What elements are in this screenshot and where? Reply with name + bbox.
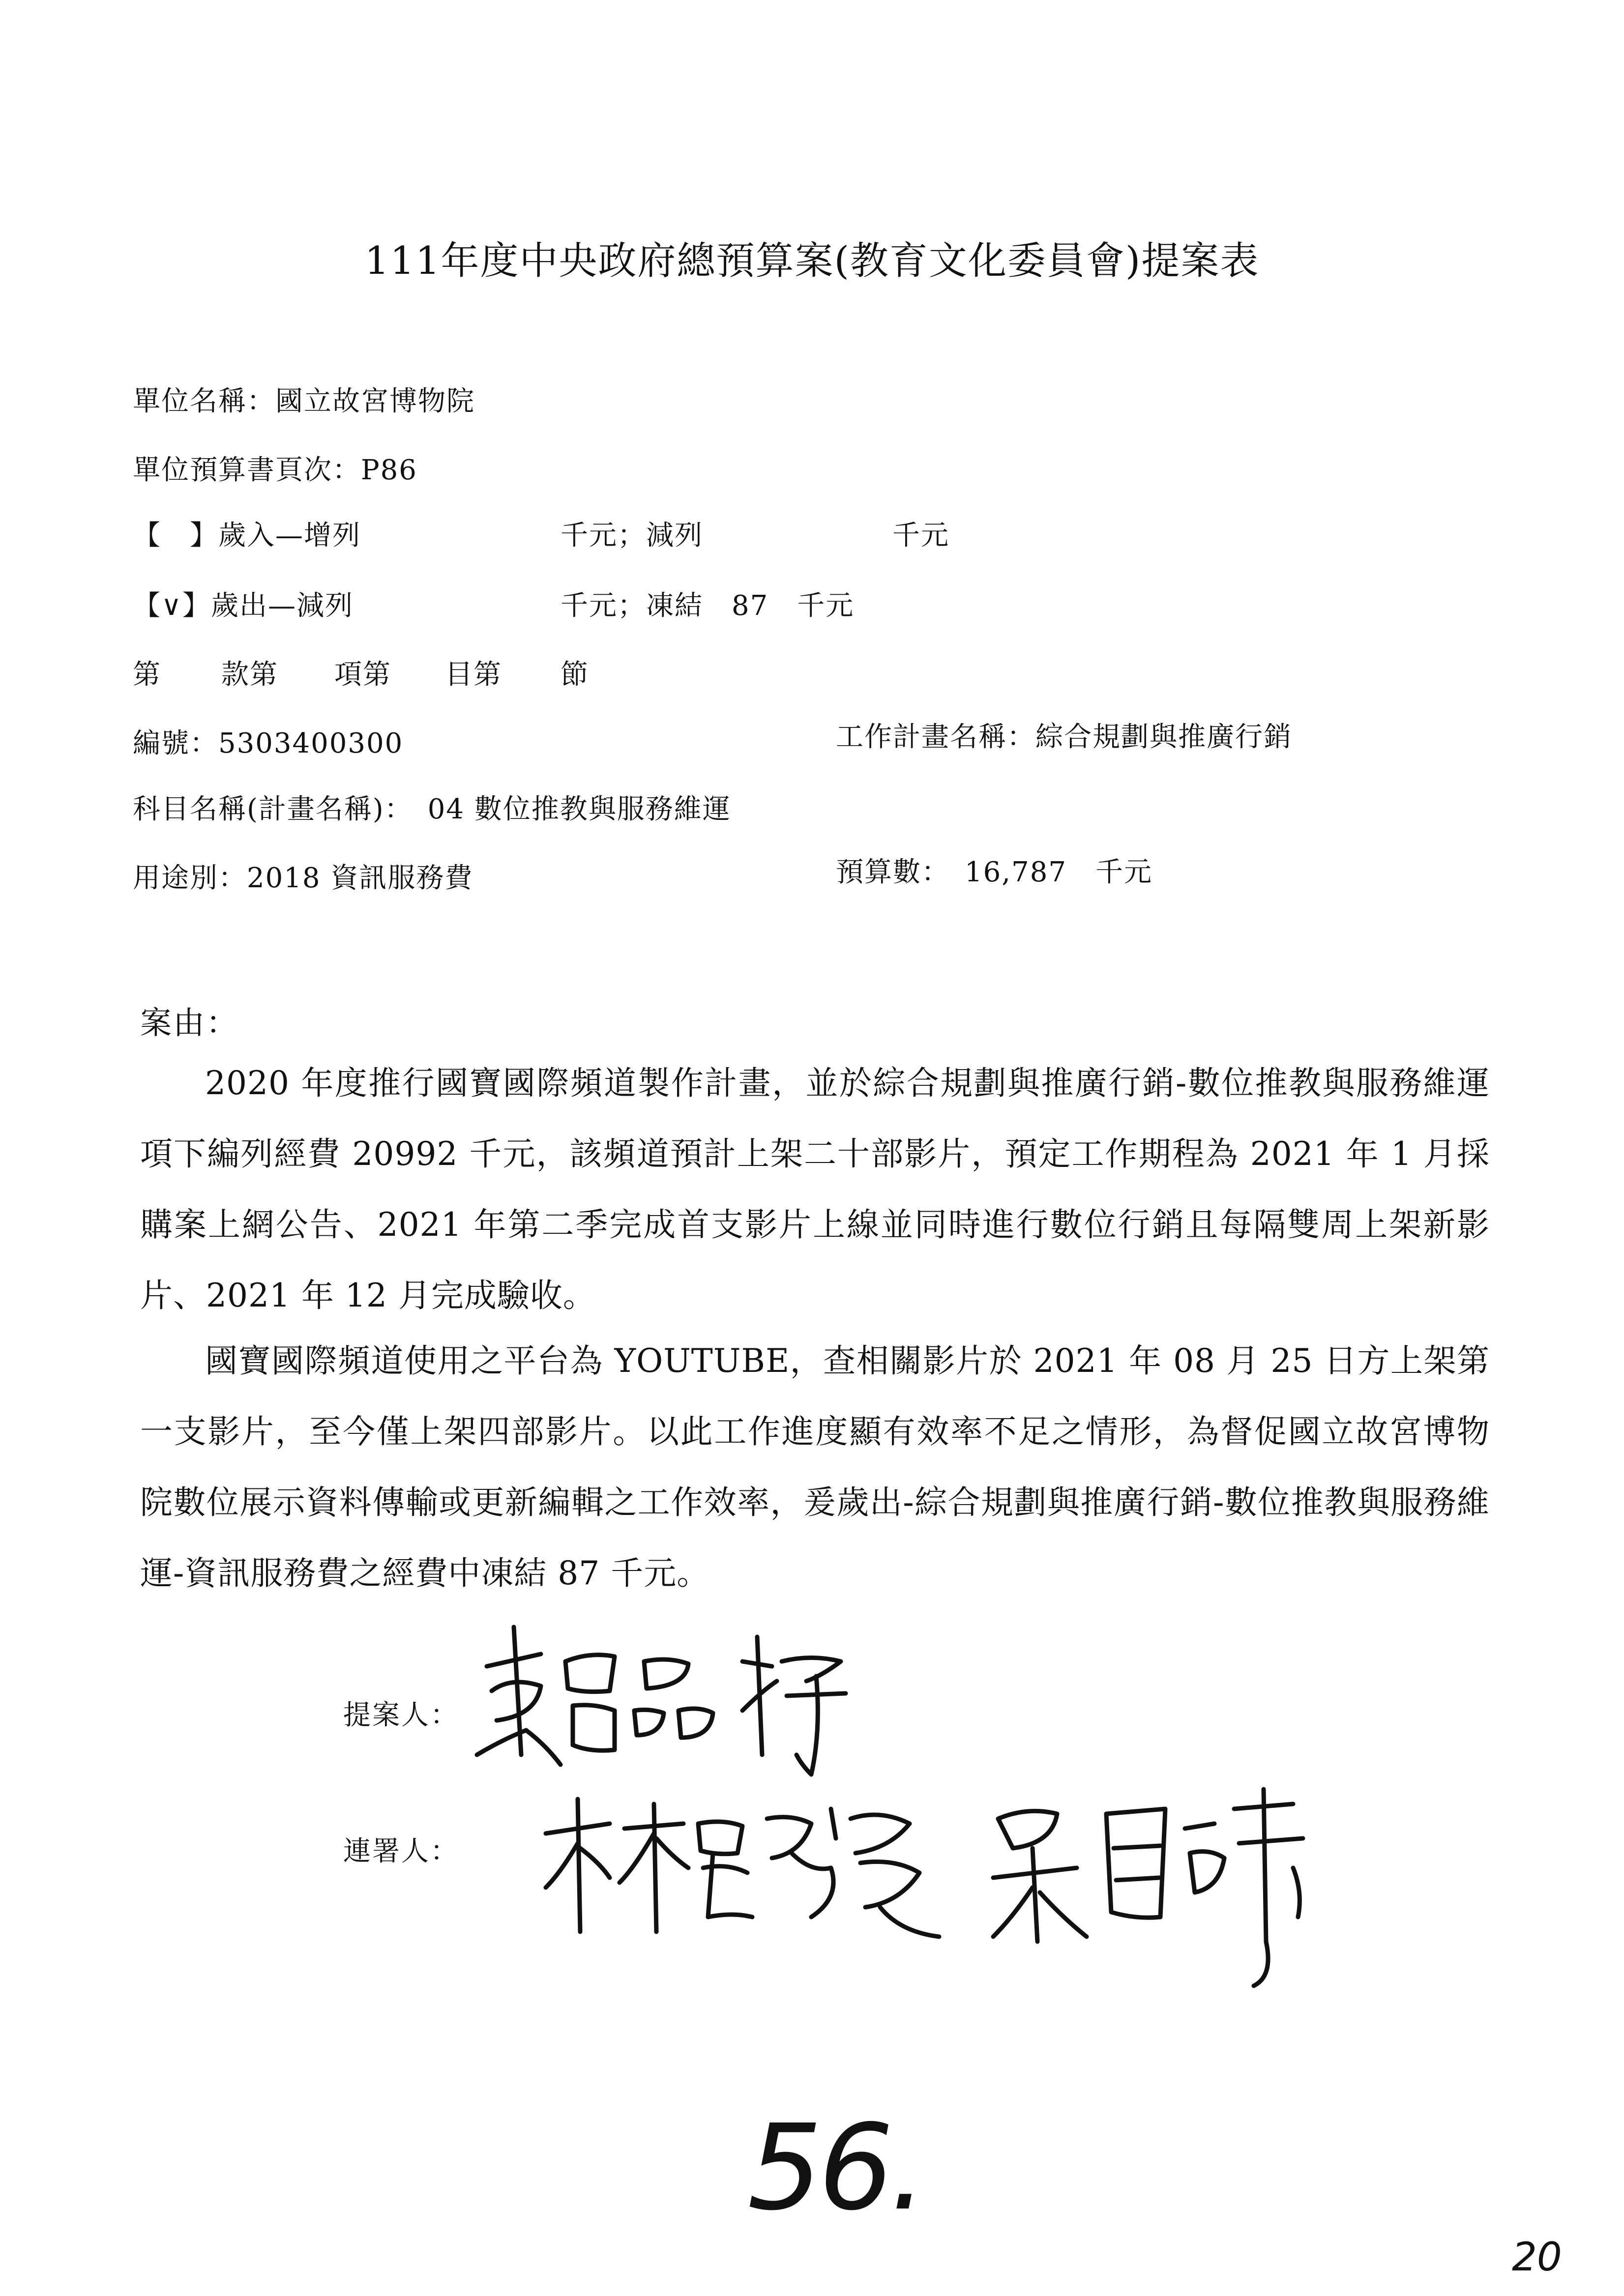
- cosigner-signature-2-handwriting: [978, 1779, 1323, 1996]
- proposer-signature-handwriting: [467, 1607, 870, 1784]
- section-di: 第: [133, 659, 161, 691]
- case-paragraph-2: 國寶國際頻道使用之平台為 YOUTUBE，查相關影片於 2021 年 08 月 25 日方上架第一支影片，至今僅上架四部影片。以此工作進度顯有效率不足之情形，為督促國立故宮博物院數位展示資料傳輸或更新編輯之工作效率，爰歲出-綜合規劃與推廣行銷-數位推教與服務維運-資訊服務費之經費中凍結 87 千元。: [140, 1342, 1490, 1592]
- code-number: 編號：5303400300: [133, 727, 404, 759]
- cosigner-label: 連署人：: [343, 1835, 459, 1867]
- budget-amount: 預算數： 16,787 千元: [836, 856, 1152, 888]
- plan-name: 工作計畫名稱：綜合規劃與推廣行銷: [836, 721, 1292, 753]
- subject-name: 科目名稱(計畫名稱)： 04 數位推教與服務維運: [133, 793, 731, 825]
- proposer-label: 提案人：: [343, 1699, 459, 1731]
- page-title: 111年度中央政府總預算案(教育文化委員會)提案表: [364, 239, 1260, 283]
- case-label: 案由：: [140, 1005, 239, 1042]
- corner-mark: 20: [1512, 2234, 1562, 2280]
- usage-type: 用途別：2018 資訊服務費: [133, 862, 473, 894]
- revenue-mid: 千元；減列: [561, 520, 703, 552]
- revenue-end: 千元: [892, 520, 949, 552]
- page-reference: 單位預算書頁次：P86: [133, 454, 417, 486]
- cosigner-signature-1-handwriting: [536, 1789, 949, 1947]
- revenue-bracket: 【 】歲入—增列: [133, 520, 361, 552]
- section-kuan: 款第: [221, 659, 278, 691]
- page-number: 56.: [747, 2099, 923, 2237]
- section-xiang: 項第: [334, 659, 391, 691]
- expense-mid: 千元；凍結 87 千元: [561, 590, 855, 622]
- case-paragraph-1: 2020 年度推行國寶國際頻道製作計畫，並於綜合規劃與推廣行銷-數位推教與服務維運項下編列經費 20992 千元，該頻道預計上架二十部影片，預定工作期程為 2021 年 1 月採購案上網公告、2021 年第二季完成首支影片上線並同時進行數位行銷且每隔雙周上架新影片、2021 年 12 月完成驗收。: [140, 1064, 1490, 1314]
- expense-bracket: 【∨】歲出—減列: [133, 590, 354, 622]
- section-mu: 目第: [445, 659, 502, 691]
- section-jie: 節: [561, 659, 589, 691]
- unit-name: 單位名稱：國立故宮博物院: [133, 385, 475, 417]
